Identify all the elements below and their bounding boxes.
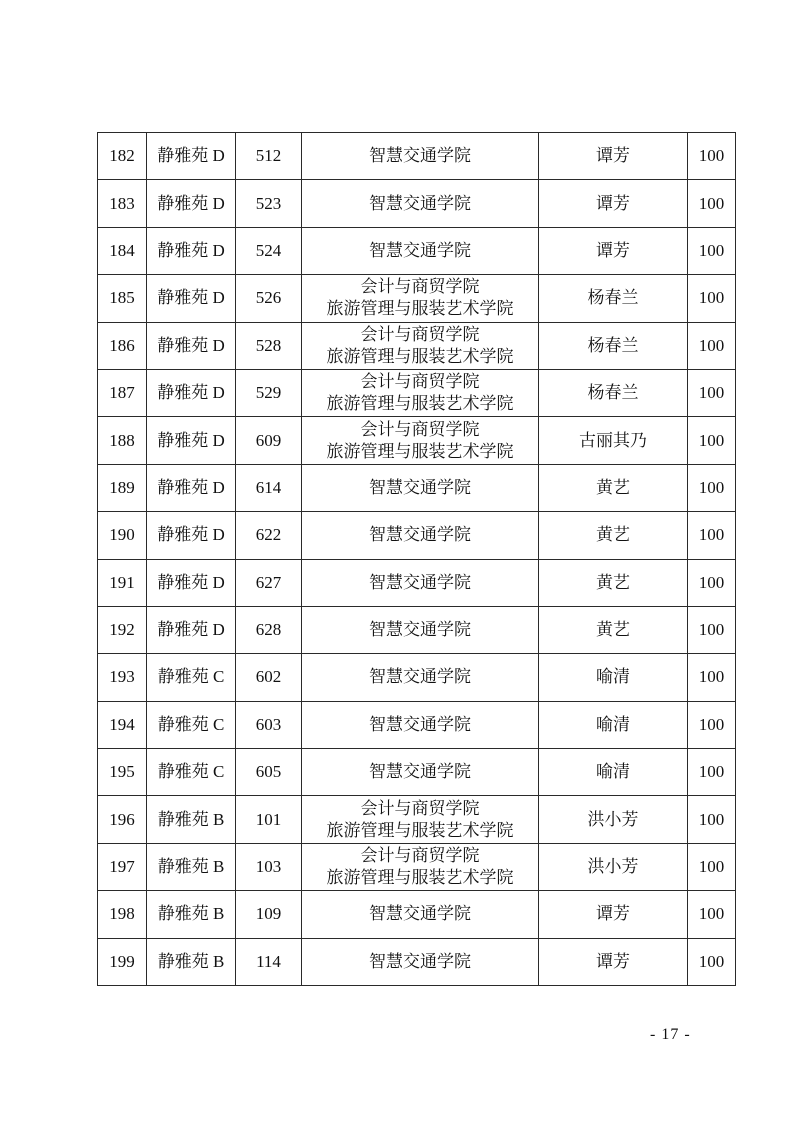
page-number: - 17 - (650, 1026, 691, 1043)
row-number-cell: 190 (98, 512, 147, 559)
college-name: 旅游管理与服装艺术学院 (326, 394, 514, 414)
room-number-cell: 609 (236, 417, 302, 464)
college-cell (302, 133, 539, 180)
college-cell (302, 275, 539, 322)
table-row (98, 749, 736, 796)
building-cell: 静雅苑 D (147, 322, 236, 369)
responsible-person-cell: 杨春兰 (539, 275, 688, 322)
table-row (98, 938, 736, 985)
score-cell: 100 (688, 749, 736, 796)
college-cell (302, 369, 539, 416)
college-name: 会计与商贸学院 (360, 798, 480, 818)
college-name: 会计与商贸学院 (360, 419, 480, 439)
room-number-cell: 628 (236, 606, 302, 653)
table-row (98, 796, 736, 843)
responsible-person-cell: 谭芳 (539, 180, 688, 227)
college-name: 智慧交通学院 (369, 146, 471, 166)
room-number-cell: 114 (236, 938, 302, 985)
room-number-cell: 103 (236, 843, 302, 890)
room-number-cell: 109 (236, 891, 302, 938)
room-number-cell: 526 (236, 275, 302, 322)
row-number-cell: 192 (98, 606, 147, 653)
row-number-cell: 185 (98, 275, 147, 322)
table-row (98, 701, 736, 748)
responsible-person-cell: 黄艺 (539, 464, 688, 511)
row-number-cell: 188 (98, 417, 147, 464)
row-number-cell: 194 (98, 701, 147, 748)
room-number-cell: 524 (236, 227, 302, 274)
table-row (98, 891, 736, 938)
row-number-cell: 199 (98, 938, 147, 985)
score-cell: 100 (688, 275, 736, 322)
college-cell (302, 180, 539, 227)
college-name: 智慧交通学院 (369, 477, 471, 497)
college-name: 智慧交通学院 (369, 572, 471, 592)
building-cell: 静雅苑 D (147, 369, 236, 416)
table-row (98, 654, 736, 701)
score-cell: 100 (688, 654, 736, 701)
college-cell (302, 559, 539, 606)
score-cell: 100 (688, 322, 736, 369)
room-number-cell: 622 (236, 512, 302, 559)
college-cell (302, 417, 539, 464)
college-cell (302, 322, 539, 369)
building-cell: 静雅苑 B (147, 938, 236, 985)
college-name: 智慧交通学院 (369, 620, 471, 640)
room-number-cell: 603 (236, 701, 302, 748)
responsible-person-cell: 谭芳 (539, 227, 688, 274)
college-cell (302, 843, 539, 890)
score-cell: 100 (688, 512, 736, 559)
responsible-person-cell: 黄艺 (539, 512, 688, 559)
score-cell: 100 (688, 369, 736, 416)
responsible-person-cell: 杨春兰 (539, 369, 688, 416)
college-name: 智慧交通学院 (369, 667, 471, 687)
responsible-person-cell: 喻清 (539, 701, 688, 748)
building-cell: 静雅苑 D (147, 512, 236, 559)
responsible-person-cell: 谭芳 (539, 133, 688, 180)
room-number-cell: 529 (236, 369, 302, 416)
table-body (98, 133, 736, 986)
row-number-cell: 193 (98, 654, 147, 701)
responsible-person-cell: 杨春兰 (539, 322, 688, 369)
college-name: 旅游管理与服装艺术学院 (326, 820, 514, 840)
college-name: 旅游管理与服装艺术学院 (326, 299, 514, 319)
building-cell: 静雅苑 D (147, 133, 236, 180)
score-cell: 100 (688, 227, 736, 274)
score-cell: 100 (688, 891, 736, 938)
building-cell: 静雅苑 B (147, 843, 236, 890)
row-number-cell: 195 (98, 749, 147, 796)
college-name: 智慧交通学院 (369, 951, 471, 971)
table-row (98, 227, 736, 274)
table-row (98, 464, 736, 511)
table-row (98, 275, 736, 322)
table-row (98, 606, 736, 653)
building-cell: 静雅苑 C (147, 701, 236, 748)
college-name: 旅游管理与服装艺术学院 (326, 346, 514, 366)
row-number-cell: 183 (98, 180, 147, 227)
college-cell (302, 606, 539, 653)
college-name: 会计与商贸学院 (360, 846, 480, 866)
table-row (98, 843, 736, 890)
college-cell (302, 938, 539, 985)
building-cell: 静雅苑 D (147, 417, 236, 464)
row-number-cell: 187 (98, 369, 147, 416)
college-name: 智慧交通学院 (369, 762, 471, 782)
building-cell: 静雅苑 D (147, 464, 236, 511)
row-number-cell: 191 (98, 559, 147, 606)
responsible-person-cell: 洪小芳 (539, 796, 688, 843)
college-cell (302, 464, 539, 511)
responsible-person-cell: 古丽其乃 (539, 417, 688, 464)
room-number-cell: 614 (236, 464, 302, 511)
college-cell (302, 749, 539, 796)
score-cell: 100 (688, 796, 736, 843)
building-cell: 静雅苑 D (147, 275, 236, 322)
table-row (98, 417, 736, 464)
college-name: 会计与商贸学院 (360, 372, 480, 392)
responsible-person-cell: 黄艺 (539, 606, 688, 653)
building-cell: 静雅苑 B (147, 891, 236, 938)
row-number-cell: 196 (98, 796, 147, 843)
college-name: 智慧交通学院 (369, 525, 471, 545)
building-cell: 静雅苑 D (147, 559, 236, 606)
table-row (98, 512, 736, 559)
college-cell (302, 654, 539, 701)
row-number-cell: 184 (98, 227, 147, 274)
responsible-person-cell: 谭芳 (539, 891, 688, 938)
responsible-person-cell: 谭芳 (539, 938, 688, 985)
table-row (98, 180, 736, 227)
building-cell: 静雅苑 C (147, 749, 236, 796)
table-row (98, 322, 736, 369)
college-cell (302, 512, 539, 559)
score-cell: 100 (688, 464, 736, 511)
dormitory-score-table (97, 132, 736, 986)
college-name: 智慧交通学院 (369, 193, 471, 213)
table-row (98, 559, 736, 606)
table-row (98, 369, 736, 416)
room-number-cell: 605 (236, 749, 302, 796)
college-name: 会计与商贸学院 (360, 324, 480, 344)
college-cell (302, 796, 539, 843)
row-number-cell: 189 (98, 464, 147, 511)
row-number-cell: 198 (98, 891, 147, 938)
score-cell: 100 (688, 180, 736, 227)
room-number-cell: 523 (236, 180, 302, 227)
room-number-cell: 512 (236, 133, 302, 180)
score-cell: 100 (688, 133, 736, 180)
score-cell: 100 (688, 417, 736, 464)
row-number-cell: 182 (98, 133, 147, 180)
college-cell (302, 227, 539, 274)
building-cell: 静雅苑 C (147, 654, 236, 701)
room-number-cell: 528 (236, 322, 302, 369)
building-cell: 静雅苑 D (147, 227, 236, 274)
score-cell: 100 (688, 559, 736, 606)
college-cell (302, 701, 539, 748)
score-cell: 100 (688, 606, 736, 653)
responsible-person-cell: 喻清 (539, 654, 688, 701)
row-number-cell: 186 (98, 322, 147, 369)
score-cell: 100 (688, 843, 736, 890)
building-cell: 静雅苑 D (147, 606, 236, 653)
college-name: 会计与商贸学院 (360, 277, 480, 297)
building-cell: 静雅苑 D (147, 180, 236, 227)
responsible-person-cell: 洪小芳 (539, 843, 688, 890)
room-number-cell: 602 (236, 654, 302, 701)
room-number-cell: 101 (236, 796, 302, 843)
score-cell: 100 (688, 938, 736, 985)
building-cell: 静雅苑 B (147, 796, 236, 843)
college-cell (302, 891, 539, 938)
responsible-person-cell: 黄艺 (539, 559, 688, 606)
score-cell: 100 (688, 701, 736, 748)
college-name: 旅游管理与服装艺术学院 (326, 868, 514, 888)
row-number-cell: 197 (98, 843, 147, 890)
college-name: 旅游管理与服装艺术学院 (326, 441, 514, 461)
responsible-person-cell: 喻清 (539, 749, 688, 796)
table-row (98, 133, 736, 180)
room-number-cell: 627 (236, 559, 302, 606)
college-name: 智慧交通学院 (369, 714, 471, 734)
college-name: 智慧交通学院 (369, 904, 471, 924)
college-name: 智慧交通学院 (369, 240, 471, 260)
